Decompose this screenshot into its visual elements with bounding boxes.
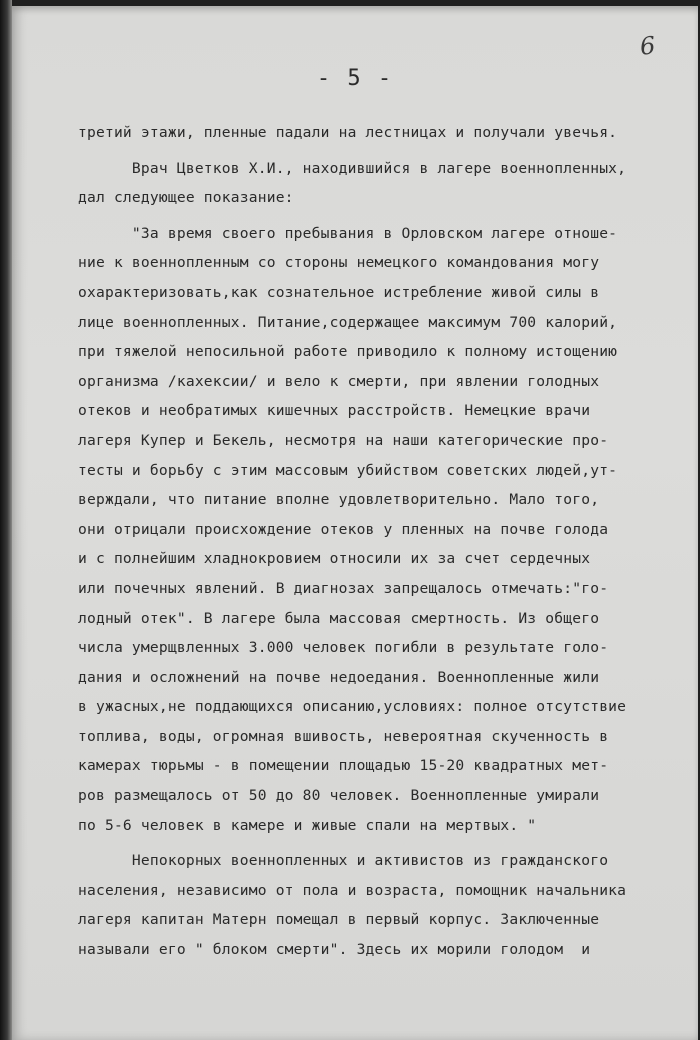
text-line: тесты и борьбу с этим массовым убийством советских людей,ут-	[78, 461, 618, 479]
text-line: лагеря капитан Матерн помещал в первый корпус. Заключенные	[78, 911, 600, 929]
text-line: "За время своего пребывания в Орловском лагере отноше-	[78, 224, 618, 242]
handwritten-folio-number: 6	[638, 31, 657, 61]
text-line: или почечных явлений. В диагнозах запрещалось отмечать:"го-	[78, 579, 609, 597]
text-line: в ужасных,не поддающихся описанию,условиях: полное отсутствие	[78, 698, 627, 716]
text-line: они отрицали происхождение отеков у пленных на почве голода	[78, 520, 609, 538]
text-line: числа умерщвленных 3.000 человек погибли в результате голо-	[78, 639, 609, 657]
text-line: и с полнейшим хладнокровием относили их за счет сердечных	[78, 550, 591, 568]
text-line: по 5-6 человек в камере и живые спали на мертвых. "	[78, 816, 537, 834]
text-line: камерах тюрьмы - в помещении площадью 15-20 квадратных мет-	[78, 757, 609, 775]
text-line: населения, независимо от пола и возраста, помощник начальника	[78, 881, 627, 899]
scan-edge-shadow	[0, 0, 12, 1040]
text-line: верждали, что питание вполне удовлетворительно. Мало того,	[78, 491, 600, 509]
text-line: Врач Цветков Х.И., находившийся в лагере военнопленных,	[78, 159, 627, 177]
page-number: - 5 -	[316, 66, 394, 91]
text-line: топлива, воды, огромная вшивость, невероятная скученность в	[78, 727, 609, 745]
typewritten-sheet	[12, 6, 698, 1040]
text-line: лице военнопленных. Питание,содержащее максимум 700 калорий,	[78, 313, 618, 331]
text-line: ние к военнопленным со стороны немецкого командования могу	[78, 254, 600, 272]
text-line: дал следующее показание:	[78, 189, 294, 207]
text-line: называли его " блоком смерти". Здесь их морили голодом и	[78, 941, 591, 959]
text-line: третий этажи, пленные падали на лестницах и получали увечья.	[78, 124, 618, 141]
text-line: Непокорных военнопленных и активистов из гражданского	[78, 852, 609, 870]
text-line: лодный отек". В лагере была массовая смертность. Из общего	[78, 609, 600, 627]
text-line: охарактеризовать,как сознательное истребление живой силы в	[78, 283, 600, 301]
text-line: дания и осложнений на почве недоедания. Военнопленные жили	[78, 668, 600, 686]
text-line: лагеря Купер и Бекель, несмотря на наши категорические про-	[78, 431, 609, 449]
text-line: при тяжелой непосильной работе приводило к полному истощению	[78, 343, 618, 361]
text-line: ров размещалось от 50 до 80 человек. Военнопленные умирали	[78, 787, 600, 805]
text-line: отеков и необратимых кишечных расстройств. Немецкие врачи	[78, 402, 591, 420]
text-line: организма /кахексии/ и вело к смерти, при явлении голодных	[78, 372, 600, 390]
document-body	[78, 118, 678, 965]
